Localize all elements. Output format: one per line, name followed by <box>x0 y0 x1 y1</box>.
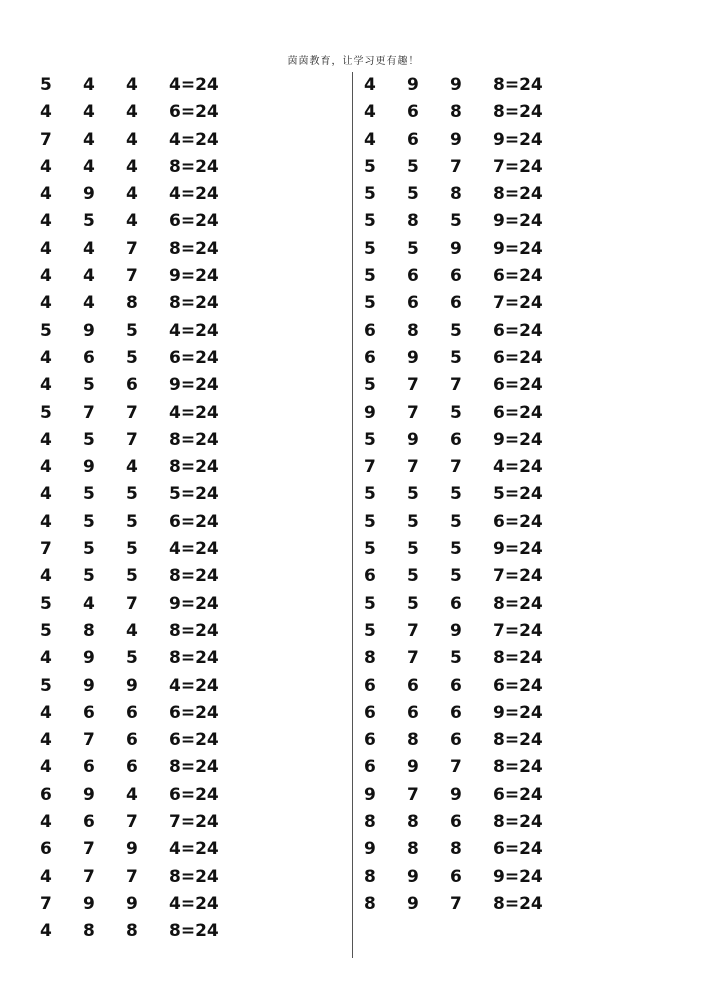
puzzle-number: 5 <box>407 539 419 560</box>
puzzle-target: 6=24 <box>169 102 219 123</box>
puzzle-number: 6 <box>450 730 462 751</box>
puzzle-target: 8=24 <box>493 730 543 751</box>
puzzle-target: 9=24 <box>493 129 543 150</box>
puzzle-number: 9 <box>407 347 419 368</box>
puzzle-number: 6 <box>364 730 376 751</box>
puzzle-number: 4 <box>126 102 138 123</box>
puzzle-target: 8=24 <box>169 866 219 887</box>
puzzle-target: 6=24 <box>169 702 219 723</box>
puzzle-number: 4 <box>126 457 138 478</box>
puzzle-number: 9 <box>126 893 138 914</box>
puzzle-number: 4 <box>83 102 95 123</box>
puzzle-number: 7 <box>407 402 419 423</box>
puzzle-target: 8=24 <box>493 893 543 914</box>
puzzle-number: 5 <box>407 484 419 505</box>
puzzle-number: 5 <box>40 593 52 614</box>
puzzle-number: 7 <box>126 866 138 887</box>
puzzle-number: 7 <box>40 893 52 914</box>
puzzle-number: 6 <box>407 129 419 150</box>
puzzle-target: 8=24 <box>169 921 219 942</box>
puzzle-number: 7 <box>126 812 138 833</box>
puzzle-number: 9 <box>450 784 462 805</box>
puzzle-number: 5 <box>407 238 419 259</box>
puzzle-number: 4 <box>126 184 138 205</box>
puzzle-target: 6=24 <box>169 511 219 532</box>
puzzle-target: 4=24 <box>169 129 219 150</box>
puzzle-number: 6 <box>450 266 462 287</box>
puzzle-target: 6=24 <box>493 675 543 696</box>
puzzle-target: 6=24 <box>493 511 543 532</box>
puzzle-number: 5 <box>450 402 462 423</box>
puzzle-number: 6 <box>450 675 462 696</box>
puzzle-number: 4 <box>364 102 376 123</box>
puzzle-target: 4=24 <box>169 184 219 205</box>
puzzle-number: 6 <box>126 730 138 751</box>
puzzle-number: 8 <box>364 812 376 833</box>
puzzle-number: 5 <box>407 566 419 587</box>
puzzle-number: 9 <box>364 839 376 860</box>
puzzle-target: 7=24 <box>493 620 543 641</box>
puzzle-number: 6 <box>40 839 52 860</box>
puzzle-target: 8=24 <box>493 757 543 778</box>
puzzle-number: 5 <box>450 320 462 341</box>
puzzle-number: 7 <box>126 593 138 614</box>
puzzle-target: 5=24 <box>493 484 543 505</box>
puzzle-number: 6 <box>450 593 462 614</box>
puzzle-target: 8=24 <box>493 812 543 833</box>
puzzle-number: 4 <box>40 921 52 942</box>
puzzle-number: 7 <box>126 402 138 423</box>
puzzle-target: 7=24 <box>493 566 543 587</box>
puzzle-number: 9 <box>407 893 419 914</box>
puzzle-number: 6 <box>407 675 419 696</box>
puzzle-number: 8 <box>450 184 462 205</box>
puzzle-target: 4=24 <box>169 539 219 560</box>
puzzle-number: 5 <box>364 593 376 614</box>
puzzle-target: 7=24 <box>493 156 543 177</box>
puzzle-target: 6=24 <box>493 375 543 396</box>
puzzle-number: 4 <box>126 156 138 177</box>
puzzle-target: 4=24 <box>169 839 219 860</box>
puzzle-target: 4=24 <box>169 893 219 914</box>
puzzle-number: 4 <box>40 211 52 232</box>
puzzle-number: 4 <box>126 784 138 805</box>
puzzle-number: 5 <box>364 211 376 232</box>
puzzle-number: 4 <box>40 347 52 368</box>
puzzle-number: 5 <box>407 593 419 614</box>
puzzle-target: 4=24 <box>493 457 543 478</box>
puzzle-target: 8=24 <box>169 620 219 641</box>
puzzle-number: 4 <box>83 75 95 95</box>
puzzle-number: 6 <box>364 566 376 587</box>
puzzle-target: 8=24 <box>169 156 219 177</box>
puzzle-number: 9 <box>450 75 462 95</box>
puzzle-target: 8=24 <box>493 593 543 614</box>
puzzle-number: 5 <box>40 402 52 423</box>
puzzle-number: 8 <box>407 320 419 341</box>
puzzle-number: 5 <box>364 293 376 314</box>
puzzle-number: 5 <box>364 620 376 641</box>
puzzle-number: 8 <box>83 921 95 942</box>
puzzle-number: 5 <box>83 484 95 505</box>
puzzle-number: 4 <box>40 266 52 287</box>
puzzle-number: 7 <box>407 620 419 641</box>
puzzle-target: 9=24 <box>493 429 543 450</box>
puzzle-number: 5 <box>407 156 419 177</box>
puzzle-number: 6 <box>407 293 419 314</box>
puzzle-number: 5 <box>364 156 376 177</box>
puzzle-number: 6 <box>126 375 138 396</box>
puzzle-number: 4 <box>83 129 95 150</box>
puzzle-number: 6 <box>83 347 95 368</box>
puzzle-number: 8 <box>364 866 376 887</box>
puzzle-number: 6 <box>450 429 462 450</box>
puzzle-number: 7 <box>126 266 138 287</box>
puzzle-target: 6=24 <box>169 347 219 368</box>
puzzle-number: 7 <box>83 402 95 423</box>
puzzle-number: 9 <box>126 675 138 696</box>
puzzle-number: 4 <box>40 511 52 532</box>
puzzle-target: 6=24 <box>169 784 219 805</box>
puzzle-target: 5=24 <box>169 484 219 505</box>
puzzle-number: 4 <box>40 566 52 587</box>
puzzle-number: 6 <box>83 757 95 778</box>
puzzle-number: 5 <box>364 266 376 287</box>
puzzle-number: 4 <box>40 457 52 478</box>
puzzle-target: 8=24 <box>169 293 219 314</box>
puzzle-number: 7 <box>83 839 95 860</box>
puzzle-number: 5 <box>450 539 462 560</box>
puzzle-target: 8=24 <box>493 184 543 205</box>
page-header: 茵茵教育，让学习更有趣！ <box>287 56 420 67</box>
puzzle-number: 5 <box>126 539 138 560</box>
puzzle-number: 7 <box>450 457 462 478</box>
puzzle-number: 4 <box>40 866 52 887</box>
puzzle-number: 5 <box>450 211 462 232</box>
puzzle-number: 4 <box>40 648 52 669</box>
column-divider <box>352 72 353 958</box>
puzzle-number: 6 <box>450 812 462 833</box>
puzzle-number: 9 <box>83 320 95 341</box>
puzzle-number: 8 <box>126 921 138 942</box>
puzzle-number: 9 <box>83 675 95 696</box>
puzzle-target: 6=24 <box>169 211 219 232</box>
puzzle-number: 5 <box>83 211 95 232</box>
puzzle-target: 4=24 <box>169 75 219 95</box>
puzzle-target: 9=24 <box>169 593 219 614</box>
puzzle-number: 5 <box>126 347 138 368</box>
puzzle-number: 8 <box>450 839 462 860</box>
puzzle-number: 9 <box>83 184 95 205</box>
puzzle-number: 6 <box>450 293 462 314</box>
puzzle-number: 5 <box>40 675 52 696</box>
puzzle-number: 9 <box>83 457 95 478</box>
puzzle-number: 8 <box>407 812 419 833</box>
puzzle-number: 5 <box>364 184 376 205</box>
puzzle-number: 5 <box>126 648 138 669</box>
puzzle-number: 5 <box>364 375 376 396</box>
puzzle-target: 9=24 <box>493 238 543 259</box>
puzzle-number: 4 <box>40 757 52 778</box>
puzzle-number: 5 <box>450 566 462 587</box>
puzzle-number: 4 <box>40 730 52 751</box>
puzzle-number: 5 <box>40 75 52 95</box>
puzzle-number: 5 <box>364 539 376 560</box>
puzzle-number: 5 <box>364 511 376 532</box>
puzzle-number: 9 <box>407 429 419 450</box>
puzzle-target: 6=24 <box>493 320 543 341</box>
puzzle-target: 8=24 <box>169 757 219 778</box>
puzzle-number: 4 <box>83 293 95 314</box>
puzzle-number: 6 <box>450 702 462 723</box>
puzzle-number: 8 <box>450 102 462 123</box>
puzzle-number: 7 <box>83 730 95 751</box>
puzzle-number: 9 <box>450 620 462 641</box>
puzzle-number: 6 <box>126 757 138 778</box>
puzzle-number: 8 <box>126 293 138 314</box>
puzzle-target: 8=24 <box>493 102 543 123</box>
puzzle-target: 9=24 <box>493 866 543 887</box>
puzzle-number: 4 <box>364 129 376 150</box>
puzzle-target: 6=24 <box>493 839 543 860</box>
puzzle-number: 4 <box>126 129 138 150</box>
puzzle-target: 8=24 <box>169 457 219 478</box>
puzzle-number: 4 <box>40 102 52 123</box>
puzzle-number: 7 <box>407 648 419 669</box>
puzzle-number: 4 <box>83 593 95 614</box>
puzzle-number: 6 <box>83 702 95 723</box>
puzzle-target: 8=24 <box>493 648 543 669</box>
puzzle-number: 6 <box>407 702 419 723</box>
puzzle-number: 7 <box>40 539 52 560</box>
puzzle-target: 9=24 <box>169 375 219 396</box>
puzzle-number: 7 <box>450 375 462 396</box>
puzzle-number: 5 <box>126 566 138 587</box>
puzzle-number: 9 <box>364 784 376 805</box>
puzzle-number: 6 <box>450 866 462 887</box>
puzzle-number: 5 <box>450 484 462 505</box>
puzzle-number: 5 <box>126 320 138 341</box>
puzzle-number: 6 <box>407 266 419 287</box>
puzzle-number: 5 <box>407 511 419 532</box>
puzzle-number: 6 <box>364 675 376 696</box>
puzzle-number: 9 <box>83 648 95 669</box>
puzzle-number: 6 <box>40 784 52 805</box>
puzzle-number: 5 <box>450 511 462 532</box>
puzzle-number: 5 <box>83 511 95 532</box>
puzzle-target: 9=24 <box>493 539 543 560</box>
puzzle-number: 5 <box>450 347 462 368</box>
puzzle-target: 9=24 <box>493 702 543 723</box>
puzzle-number: 4 <box>40 184 52 205</box>
puzzle-number: 5 <box>40 620 52 641</box>
puzzle-number: 4 <box>83 156 95 177</box>
puzzle-number: 7 <box>407 784 419 805</box>
puzzle-target: 8=24 <box>169 238 219 259</box>
puzzle-number: 5 <box>126 511 138 532</box>
puzzle-number: 4 <box>126 620 138 641</box>
puzzle-target: 4=24 <box>169 320 219 341</box>
puzzle-number: 4 <box>40 484 52 505</box>
puzzle-number: 5 <box>40 320 52 341</box>
puzzle-target: 6=24 <box>493 784 543 805</box>
puzzle-number: 8 <box>407 211 419 232</box>
puzzle-number: 8 <box>364 893 376 914</box>
puzzle-number: 7 <box>407 457 419 478</box>
puzzle-number: 9 <box>83 784 95 805</box>
puzzle-number: 4 <box>40 156 52 177</box>
puzzle-number: 6 <box>364 757 376 778</box>
puzzle-target: 7=24 <box>493 293 543 314</box>
puzzle-target: 6=24 <box>493 402 543 423</box>
puzzle-number: 4 <box>364 75 376 95</box>
puzzle-target: 8=24 <box>169 566 219 587</box>
puzzle-number: 8 <box>364 648 376 669</box>
puzzle-number: 8 <box>83 620 95 641</box>
puzzle-number: 4 <box>126 211 138 232</box>
puzzle-number: 7 <box>126 238 138 259</box>
puzzle-number: 5 <box>126 484 138 505</box>
puzzle-target: 8=24 <box>493 75 543 95</box>
puzzle-number: 9 <box>407 866 419 887</box>
puzzle-number: 4 <box>40 812 52 833</box>
puzzle-number: 6 <box>126 702 138 723</box>
puzzle-number: 9 <box>126 839 138 860</box>
puzzle-number: 8 <box>407 730 419 751</box>
puzzle-number: 4 <box>40 702 52 723</box>
puzzle-number: 9 <box>450 129 462 150</box>
puzzle-number: 7 <box>450 156 462 177</box>
puzzle-number: 7 <box>407 375 419 396</box>
puzzle-number: 6 <box>364 347 376 368</box>
puzzle-number: 7 <box>126 429 138 450</box>
puzzle-number: 8 <box>407 839 419 860</box>
puzzle-number: 4 <box>126 75 138 95</box>
puzzle-target: 7=24 <box>169 812 219 833</box>
puzzle-number: 4 <box>40 429 52 450</box>
puzzle-number: 5 <box>83 429 95 450</box>
puzzle-number: 5 <box>364 429 376 450</box>
puzzle-number: 9 <box>407 757 419 778</box>
puzzle-number: 9 <box>83 893 95 914</box>
puzzle-number: 7 <box>83 866 95 887</box>
puzzle-number: 9 <box>450 238 462 259</box>
puzzle-number: 7 <box>364 457 376 478</box>
puzzle-number: 5 <box>407 184 419 205</box>
puzzle-number: 6 <box>364 702 376 723</box>
puzzle-number: 6 <box>407 102 419 123</box>
puzzle-number: 4 <box>40 375 52 396</box>
puzzle-target: 6=24 <box>493 266 543 287</box>
puzzle-number: 5 <box>83 375 95 396</box>
puzzle-target: 9=24 <box>493 211 543 232</box>
puzzle-number: 6 <box>364 320 376 341</box>
puzzle-target: 9=24 <box>169 266 219 287</box>
puzzle-number: 4 <box>40 293 52 314</box>
puzzle-target: 8=24 <box>169 429 219 450</box>
puzzle-number: 7 <box>450 893 462 914</box>
puzzle-number: 9 <box>364 402 376 423</box>
puzzle-number: 5 <box>83 539 95 560</box>
puzzle-number: 5 <box>364 238 376 259</box>
puzzle-number: 5 <box>364 484 376 505</box>
puzzle-target: 4=24 <box>169 402 219 423</box>
puzzle-number: 4 <box>40 238 52 259</box>
puzzle-number: 5 <box>83 566 95 587</box>
puzzle-target: 4=24 <box>169 675 219 696</box>
puzzle-number: 4 <box>83 238 95 259</box>
puzzle-number: 7 <box>40 129 52 150</box>
puzzle-target: 6=24 <box>493 347 543 368</box>
puzzle-target: 6=24 <box>169 730 219 751</box>
puzzle-number: 9 <box>407 75 419 95</box>
puzzle-number: 4 <box>83 266 95 287</box>
puzzle-number: 5 <box>450 648 462 669</box>
puzzle-number: 7 <box>450 757 462 778</box>
puzzle-target: 8=24 <box>169 648 219 669</box>
puzzle-number: 6 <box>83 812 95 833</box>
